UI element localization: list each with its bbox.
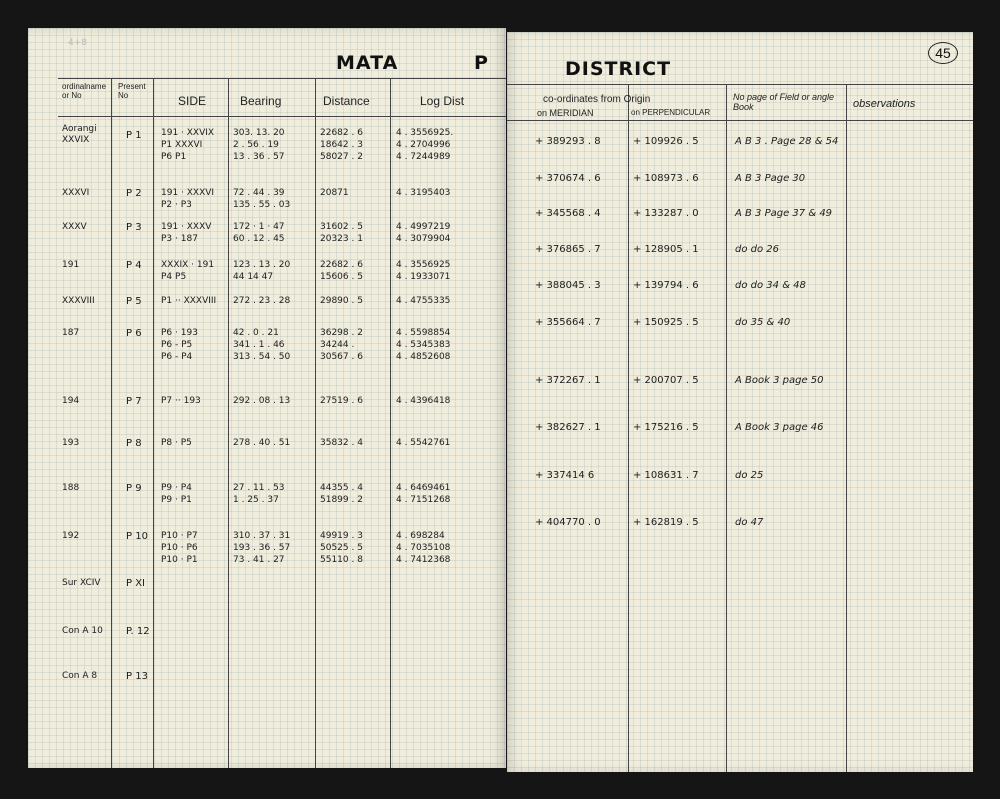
side-cell: XXXIX · 191: [161, 260, 215, 270]
perpendicular-cell: + 108973 . 6: [633, 173, 699, 184]
col-rule: [153, 78, 154, 768]
perpendicular-cell: + 109926 . 5: [633, 136, 699, 147]
ordinal-cell: Con A 10: [62, 626, 103, 636]
ordinal-cell: 193: [62, 438, 80, 448]
perpendicular-cell: + 200707 . 5: [633, 375, 699, 386]
present-no-cell: P 4: [126, 260, 142, 271]
log-cell: 4 . 3195403: [396, 188, 451, 198]
bearing-cell: 1 . 25 . 37: [233, 495, 279, 505]
bearing-cell: 13 . 36 . 57: [233, 152, 285, 162]
book-cell: do 47: [735, 517, 764, 528]
ordinal-cell: 187: [62, 328, 80, 338]
log-cell: 4 . 6469461: [396, 483, 451, 493]
log-cell: 4 . 4997219: [396, 222, 451, 232]
bearing-cell: 27 . 11 . 53: [233, 483, 285, 493]
log-cell: 4 . 5598854: [396, 328, 451, 338]
header-observations: observations: [853, 98, 916, 110]
header-top-rule: [507, 84, 973, 85]
header-top-rule: [58, 78, 506, 79]
side-cell: P6 - P5: [161, 340, 193, 350]
present-no-cell: P 1: [126, 130, 142, 141]
header-bottom-rule: [58, 116, 506, 117]
distance-cell: 36298 . 2: [320, 328, 363, 338]
distance-cell: 22682 . 6: [320, 128, 363, 138]
perpendicular-cell: + 162819 . 5: [633, 517, 699, 528]
log-cell: 4 . 5542761: [396, 438, 451, 448]
side-cell: P2 · P3: [161, 200, 192, 210]
present-no-cell: P 8: [126, 438, 142, 449]
side-cell: P6 - P4: [161, 352, 193, 362]
book-cell: do do 26: [735, 244, 780, 255]
distance-cell: 20323 . 1: [320, 234, 363, 244]
side-cell: 191 · XXXV: [161, 222, 212, 232]
bearing-cell: 44 14 47: [233, 272, 274, 282]
side-cell: P10 · P1: [161, 555, 198, 565]
ordinal-cell: 188: [62, 483, 80, 493]
log-cell: 4 . 3079904: [396, 234, 451, 244]
bearing-cell: 2 . 56 . 19: [233, 140, 279, 150]
bearing-cell: 341 . 1 . 46: [233, 340, 285, 350]
log-cell: 4 . 4755335: [396, 296, 451, 306]
header-coordinates: co-ordinates from Origin: [543, 94, 651, 105]
header-log-dist: Log Dist: [420, 94, 465, 108]
distance-cell: 15606 . 5: [320, 272, 363, 282]
col-rule: [628, 84, 629, 772]
side-cell: P10 · P6: [161, 543, 198, 553]
bearing-cell: 310 . 37 . 31: [233, 531, 291, 541]
distance-cell: 55110 . 8: [320, 555, 363, 565]
distance-cell: 20871: [320, 188, 349, 198]
bearing-cell: 72 . 44 . 39: [233, 188, 285, 198]
distance-cell: 49919 . 3: [320, 531, 363, 541]
bearing-cell: 42 . 0 . 21: [233, 328, 279, 338]
distance-cell: 58027 . 2: [320, 152, 363, 162]
side-cell: P6 · 193: [161, 328, 198, 338]
meridian-cell: + 382627 . 1: [535, 422, 601, 433]
meridian-cell: + 404770 . 0: [535, 517, 601, 528]
meridian-cell: + 355664 . 7: [535, 317, 601, 328]
header-bearing: Bearing: [240, 94, 282, 108]
side-cell: P8 · P5: [161, 438, 192, 448]
bearing-cell: 172 · 1 · 47: [233, 222, 285, 232]
log-cell: 4 . 5345383: [396, 340, 451, 350]
side-cell: P9 · P1: [161, 495, 192, 505]
log-cell: 4 . 3556925: [396, 260, 451, 270]
ordinal-cell: XXXVIII: [62, 296, 95, 306]
side-cell: P1 ·· XXXVIII: [161, 296, 217, 306]
side-cell: P4 P5: [161, 272, 187, 282]
bearing-cell: 135 . 55 . 03: [233, 200, 291, 210]
present-no-cell: P 5: [126, 296, 142, 307]
book-cell: A B 3 . Page 28 & 54: [735, 136, 839, 147]
ordinal-cell: XXXVI: [62, 188, 90, 198]
col-rule: [111, 78, 112, 768]
bearing-cell: 193 . 36 . 57: [233, 543, 291, 553]
distance-cell: 31602 . 5: [320, 222, 363, 232]
side-cell: P9 · P4: [161, 483, 192, 493]
present-no-cell: P. 12: [126, 626, 150, 637]
present-no-cell: P 10: [126, 531, 148, 542]
side-cell: 191 · XXXVI: [161, 188, 215, 198]
distance-cell: 22682 . 6: [320, 260, 363, 270]
book-cell: A Book 3 page 46: [735, 422, 824, 433]
ordinal-cell: 194: [62, 396, 80, 406]
distance-cell: 18642 . 3: [320, 140, 363, 150]
log-cell: 4 . 4396418: [396, 396, 451, 406]
meridian-cell: + 376865 . 7: [535, 244, 601, 255]
present-no-cell: P 9: [126, 483, 142, 494]
book-cell: do 25: [735, 470, 764, 481]
ordinal-cell: Sur XCIV: [62, 578, 101, 588]
distance-cell: 44355 . 4: [320, 483, 363, 493]
ordinal-cell: XXXV: [62, 222, 87, 232]
meridian-cell: + 388045 . 3: [535, 280, 601, 291]
col-rule: [726, 84, 727, 772]
side-cell: 191 · XXVIX: [161, 128, 215, 138]
perpendicular-cell: + 133287 . 0: [633, 208, 699, 219]
header-side: SIDE: [178, 94, 207, 108]
side-cell: P7 ·· 193: [161, 396, 201, 406]
left-page: [28, 28, 506, 768]
log-cell: 4 . 7244989: [396, 152, 451, 162]
log-cell: 4 . 7151268: [396, 495, 451, 505]
title-left: MATA: [336, 52, 399, 74]
header-perpendicular: on PERPENDICULAR: [631, 108, 711, 117]
header-bottom-rule: [507, 120, 973, 121]
distance-cell: 27519 . 6: [320, 396, 363, 406]
ordinal-cell: Aorangi XXVIX: [62, 124, 97, 145]
page-number: 45: [928, 42, 958, 64]
ordinal-cell: Con A 8: [62, 671, 98, 681]
distance-cell: 51899 . 2: [320, 495, 363, 505]
book-cell: do 35 & 40: [735, 317, 791, 328]
side-cell: P1 XXXVI: [161, 140, 203, 150]
bearing-cell: 278 . 40 . 51: [233, 438, 291, 448]
ordinal-cell: 192: [62, 531, 80, 541]
bearing-cell: 313 . 54 . 50: [233, 352, 291, 362]
col-rule: [315, 78, 316, 768]
meridian-cell: + 389293 . 8: [535, 136, 601, 147]
meridian-cell: + 345568 . 4: [535, 208, 601, 219]
book-cell: do do 34 & 48: [735, 280, 806, 291]
present-no-cell: P 13: [126, 671, 148, 682]
book-cell: A B 3 Page 37 & 49: [735, 208, 833, 219]
book-cell: A Book 3 page 50: [735, 375, 824, 386]
bearing-cell: 73 . 41 . 27: [233, 555, 285, 565]
header-field-book: No page of Field or angle Book: [733, 92, 835, 112]
distance-cell: 30567 . 6: [320, 352, 363, 362]
bearing-cell: 303. 13. 20: [233, 128, 285, 138]
distance-cell: 50525 . 5: [320, 543, 363, 553]
perpendicular-cell: + 128905 . 1: [633, 244, 699, 255]
col-rule: [390, 78, 391, 768]
side-cell: P6 P1: [161, 152, 187, 162]
log-cell: 4 . 2704996: [396, 140, 451, 150]
header-ordinal: ordinalname or No: [62, 82, 107, 100]
distance-cell: 29890 . 5: [320, 296, 363, 306]
page-mark: 4+8: [68, 38, 87, 48]
perpendicular-cell: + 108631 . 7: [633, 470, 699, 481]
present-no-cell: P XI: [126, 578, 146, 589]
present-no-cell: P 7: [126, 396, 142, 407]
side-cell: P3 · 187: [161, 234, 198, 244]
log-cell: 4 . 3556925.: [396, 128, 454, 138]
bearing-cell: 292 . 08 . 13: [233, 396, 291, 406]
distance-cell: 35832 . 4: [320, 438, 363, 448]
perpendicular-cell: + 139794 . 6: [633, 280, 699, 291]
present-no-cell: P 2: [126, 188, 142, 199]
col-rule: [846, 84, 847, 772]
title-right: P: [474, 52, 489, 74]
log-cell: 4 . 7412368: [396, 555, 451, 565]
book-cell: A B 3 Page 30: [735, 173, 806, 184]
distance-cell: 34244 .: [320, 340, 355, 350]
col-rule: [228, 78, 229, 768]
present-no-cell: P 3: [126, 222, 142, 233]
meridian-cell: + 337414 6: [535, 470, 595, 481]
present-no-cell: P 6: [126, 328, 142, 339]
right-page: [507, 32, 973, 772]
title-district: DISTRICT: [565, 58, 672, 80]
log-cell: 4 . 698284: [396, 531, 445, 541]
perpendicular-cell: + 175216 . 5: [633, 422, 699, 433]
side-cell: P10 · P7: [161, 531, 198, 541]
bearing-cell: 60 . 12 . 45: [233, 234, 285, 244]
header-meridian: on MERIDIAN: [537, 108, 594, 118]
bearing-cell: 123 . 13 . 20: [233, 260, 291, 270]
perpendicular-cell: + 150925 . 5: [633, 317, 699, 328]
log-cell: 4 . 7035108: [396, 543, 451, 553]
log-cell: 4 . 1933071: [396, 272, 451, 282]
meridian-cell: + 370674 . 6: [535, 173, 601, 184]
ordinal-cell: 191: [62, 260, 80, 270]
bearing-cell: 272 . 23 . 28: [233, 296, 291, 306]
header-present-no: Present No: [118, 82, 146, 100]
meridian-cell: + 372267 . 1: [535, 375, 601, 386]
log-cell: 4 . 4852608: [396, 352, 451, 362]
header-distance: Distance: [323, 94, 370, 108]
